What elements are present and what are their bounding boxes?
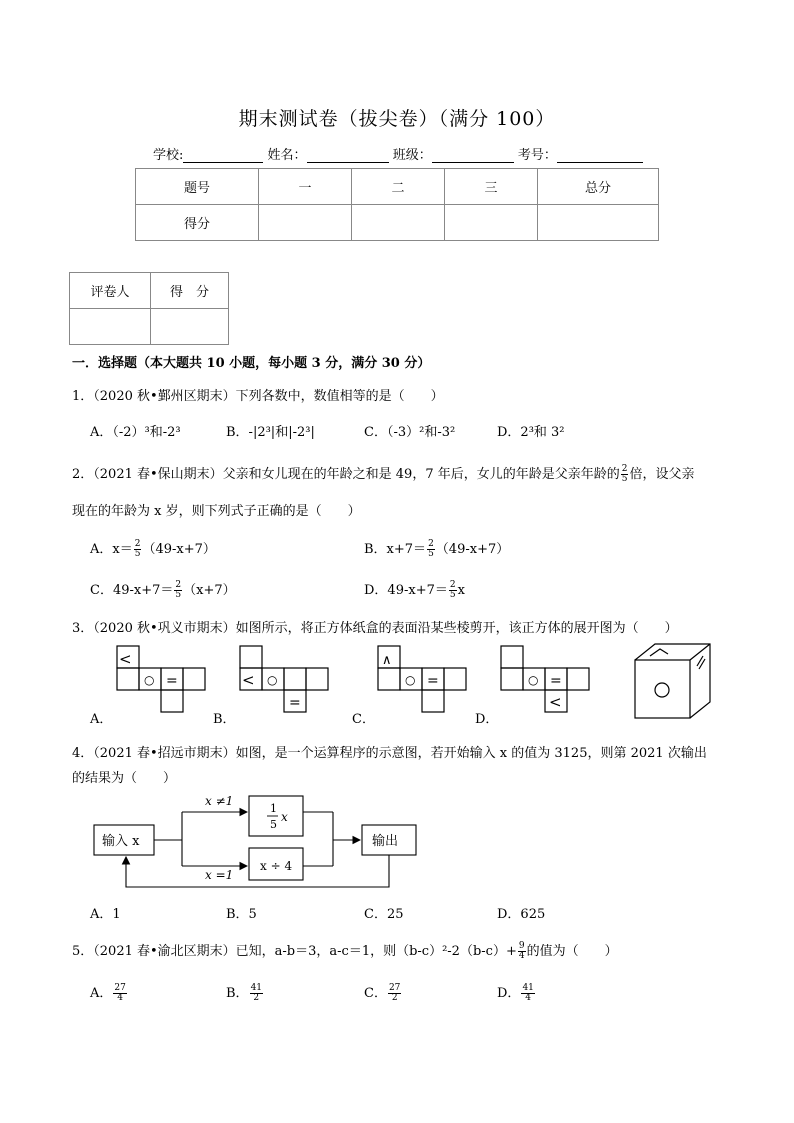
bottom-box-label: x ÷ 4 (260, 859, 293, 873)
input-label: 输入 x (102, 834, 140, 849)
score-header: 题号 (136, 169, 259, 205)
q5-option-b[interactable]: B． $\frac{41}{2}$ (226, 983, 263, 1003)
class-field[interactable] (432, 148, 514, 163)
q3-stem: 3．（2020 秋•巩义市期末）如图所示，将正方体纸盒的表面沿某些棱剪开，该正方体的展开图为（ ） (72, 621, 678, 636)
symbol-circle: ○ (528, 673, 539, 687)
q2-option-b[interactable]: B．x+7＝ $\frac{2}{5}$ （49-x+7） (364, 539, 510, 559)
class-label: 班级： (392, 148, 432, 163)
name-field[interactable] (307, 148, 389, 163)
symbol-eq: = (427, 673, 439, 689)
exam-no-label: 考号： (517, 148, 557, 163)
grader-table (69, 272, 229, 345)
q2-stem-fraction: $\frac{2}{5}$ (621, 464, 628, 484)
q4-stem-line1: 4．（2021 春•招远市期末）如图，是一个运算程序的示意图，若开始输入 x 的值为 3125，则第 2021 次输出 (72, 746, 707, 761)
info-line (153, 144, 643, 163)
symbol-eq: = (166, 673, 178, 689)
q2-stem-line1 (72, 463, 694, 484)
exam-no-field[interactable] (557, 148, 643, 163)
q4-option-c[interactable]: C．25 (364, 907, 404, 922)
symbol-circle: ○ (267, 673, 278, 687)
symbol-eq: = (289, 695, 301, 711)
cond-not-one: x ≠1 (205, 794, 234, 808)
grader-cell[interactable] (70, 309, 151, 345)
grader-header: 得 分 (151, 273, 229, 309)
q2-option-a[interactable]: A．x＝ $\frac{2}{5}$ （49-x+7） (90, 539, 216, 559)
q3-cube-nets-figure (80, 642, 720, 724)
symbol-circle: ○ (405, 673, 416, 687)
grader-cell[interactable] (151, 309, 229, 345)
q5-option-a[interactable]: A． $\frac{27}{4}$ (90, 983, 126, 1003)
symbol-lt: < (119, 650, 132, 668)
score-header: 总分 (538, 169, 659, 205)
name-label: 姓名： (267, 148, 307, 163)
q2-stem-text: 2．（2021 春•保山期末）父亲和女儿现在的年龄之和是 49，7 年后，女儿的年龄是父亲年龄的 (72, 467, 620, 482)
school-field[interactable] (183, 148, 263, 163)
symbol-lt: < (242, 671, 255, 689)
score-cell[interactable] (259, 205, 352, 241)
q2-stem-text-end: 倍，设父亲 (629, 467, 695, 482)
score-header: 一 (259, 169, 352, 205)
symbol-lt: < (549, 693, 562, 711)
score-cell[interactable] (445, 205, 538, 241)
page-title: 期末测试卷（拔尖卷）（满分 100） (238, 108, 556, 130)
q4-option-a[interactable]: A．1 (90, 907, 121, 922)
school-label: 学校: (153, 148, 184, 163)
q3-option-d[interactable]: D． (475, 712, 499, 727)
q1-stem: 1．（2020 秋•鄞州区期末）下列各数中，数值相等的是（ ） (72, 389, 444, 404)
top-box-den: 5 (270, 818, 277, 831)
q2-option-c[interactable]: C．49-x+7＝ $\frac{2}{5}$ （x+7） (90, 580, 236, 600)
q4-option-d[interactable]: D．625 (497, 907, 546, 922)
q2-option-d[interactable]: D．49-x+7＝ $\frac{2}{5}$ x (364, 580, 465, 600)
symbol-up: ∧ (382, 653, 392, 668)
q1-option-d[interactable]: D．2³和 3² (497, 425, 565, 440)
q5-option-c[interactable]: C． $\frac{27}{2}$ (364, 983, 401, 1003)
symbol-circle: ○ (144, 673, 155, 687)
cond-one: x =1 (205, 868, 234, 882)
q4-option-b[interactable]: B．5 (226, 907, 257, 922)
score-header: 三 (445, 169, 538, 205)
score-table (135, 168, 659, 241)
score-cell[interactable] (352, 205, 445, 241)
q5-stem-fraction: $\frac{9}{4}$ (518, 941, 525, 961)
q4-stem-line2: 的结果为（ ） (72, 771, 177, 786)
score-row-label: 得分 (136, 205, 259, 241)
score-cell[interactable] (538, 205, 659, 241)
q1-option-a[interactable]: A．（-2）³和-2³ (90, 425, 181, 440)
q5-stem: 5．（2021 春•渝北区期末）已知，a-b＝3，a-c＝1，则（b-c）²-2（b-c）+ $\frac{9}{4}$ 的值为（ ） (72, 941, 618, 961)
q4-flowchart (90, 790, 430, 892)
output-label: 输出 (372, 834, 399, 849)
symbol-eq: = (550, 673, 562, 689)
top-box-num: 1 (270, 802, 277, 815)
top-box-var: x (281, 810, 288, 824)
cube-figure (635, 644, 710, 718)
q3-option-a[interactable]: A． (90, 712, 113, 727)
q3-option-c[interactable]: C． (352, 712, 375, 727)
grader-header: 评卷人 (70, 273, 151, 309)
score-header: 二 (352, 169, 445, 205)
q1-option-c[interactable]: C．（-3）²和-3² (364, 425, 456, 440)
net-d[interactable] (501, 646, 589, 712)
q5-option-d[interactable]: D． $\frac{41}{4}$ (497, 983, 534, 1003)
q2-stem-line2: 现在的年龄为 x 岁，则下列式子正确的是（ ） (72, 504, 361, 519)
q1-option-b[interactable]: B．-|2³|和|-2³| (226, 425, 315, 440)
section-heading: 一．选择题（本大题共 10 小题，每小题 3 分，满分 30 分） (72, 356, 431, 371)
q3-option-b[interactable]: B． (213, 712, 236, 727)
